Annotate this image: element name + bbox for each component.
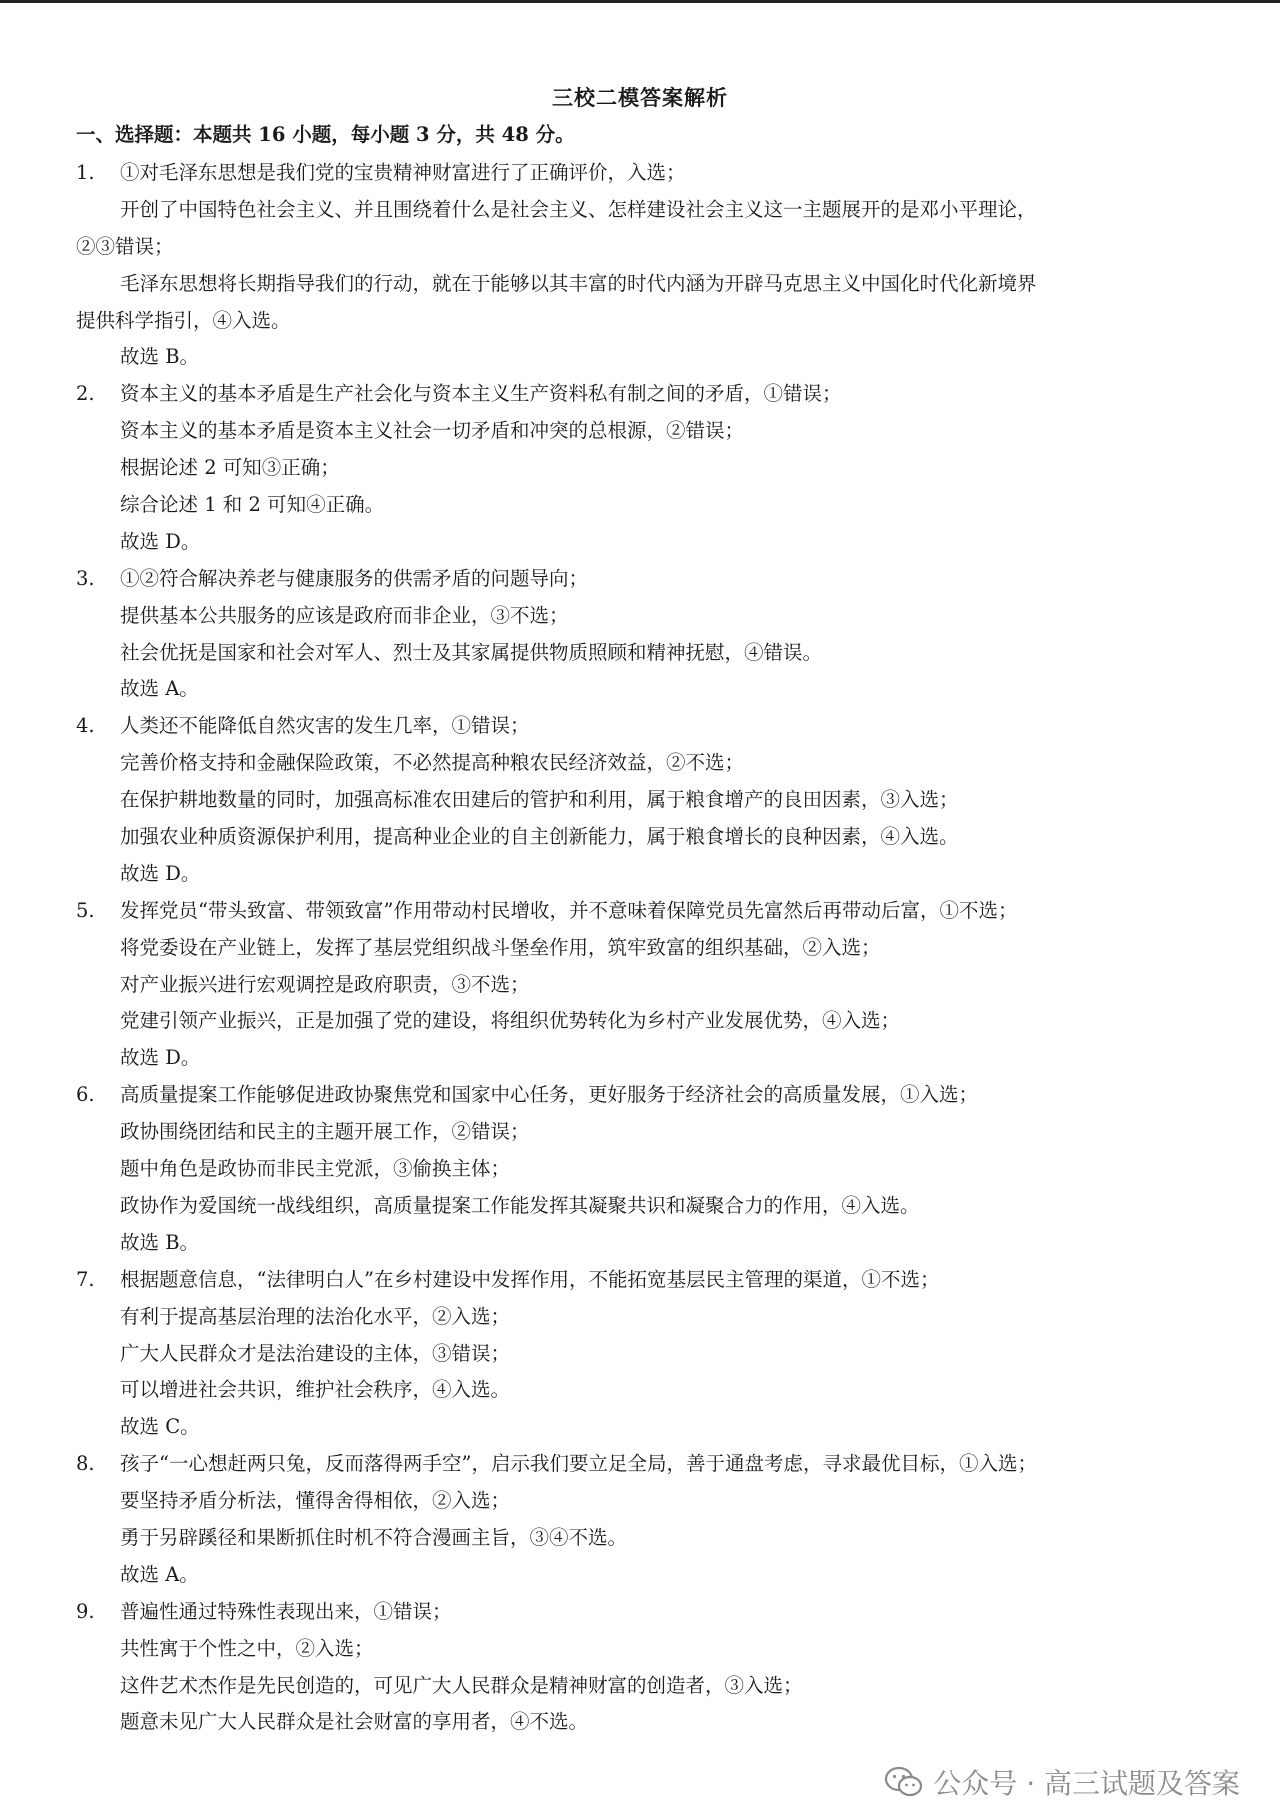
answer-line bbox=[0, 1520, 1280, 1557]
question-number: 6. bbox=[76, 1083, 95, 1107]
answer-line-text: 共性寓于个性之中，②入选； bbox=[120, 1636, 374, 1660]
answer-line-text: 故选 A。 bbox=[120, 677, 199, 701]
answer-line bbox=[0, 635, 1280, 672]
answer-line-text: ①②符合解决养老与健康服务的供需矛盾的问题导向； bbox=[120, 566, 589, 590]
section-heading: 一、选择题：本题共 16 小题，每小题 3 分，共 48 分。 bbox=[76, 123, 575, 146]
answer-item bbox=[0, 893, 1280, 1077]
answer-line bbox=[0, 671, 1280, 708]
question-number: 4. bbox=[76, 714, 95, 738]
answer-item bbox=[0, 1077, 1280, 1261]
answer-line bbox=[0, 413, 1280, 450]
question-number: 9. bbox=[76, 1599, 95, 1623]
answer-line-text: 综合论述 1 和 2 可知④正确。 bbox=[120, 493, 385, 517]
answer-line bbox=[0, 1262, 1280, 1299]
answer-item bbox=[0, 561, 1280, 709]
answer-line-text: 普遍性通过特殊性表现出来，①错误； bbox=[120, 1599, 452, 1623]
answer-line bbox=[0, 856, 1280, 893]
answer-line-text: 根据论述 2 可知③正确； bbox=[120, 456, 340, 480]
answer-line bbox=[0, 524, 1280, 561]
answer-line bbox=[0, 893, 1280, 930]
answer-line-text: 人类还不能降低自然灾害的发生几率，①错误； bbox=[120, 714, 530, 738]
answer-line bbox=[0, 782, 1280, 819]
answer-line-text: 故选 D。 bbox=[120, 861, 201, 885]
answer-line-text: 题意未见广大人民群众是社会财富的享用者，④不选。 bbox=[120, 1710, 589, 1734]
answer-line bbox=[0, 266, 1280, 303]
question-number: 2. bbox=[76, 382, 95, 406]
answer-line-text: 提供基本公共服务的应该是政府而非企业，③不选； bbox=[120, 603, 569, 627]
answer-line-text: 高质量提案工作能够促进政协聚焦党和国家中心任务，更好服务于经济社会的高质量发展，①入选； bbox=[120, 1083, 979, 1107]
answer-line-text: 在保护耕地数量的同时，加强高标准农田建后的管护和利用，属于粮食增产的良田因素，③入选； bbox=[120, 788, 959, 812]
answer-line-text: 可以增进社会共识，维护社会秩序，④入选。 bbox=[120, 1378, 511, 1402]
answer-line-text: 政协围绕团结和民主的主题开展工作，②错误； bbox=[120, 1120, 530, 1144]
answer-line bbox=[0, 1631, 1280, 1668]
answer-line bbox=[0, 450, 1280, 487]
answer-line-text: 题中角色是政协而非民主党派，③偷换主体； bbox=[120, 1157, 511, 1181]
answer-line bbox=[0, 155, 1280, 192]
answer-item bbox=[0, 1594, 1280, 1742]
answer-line bbox=[0, 1077, 1280, 1114]
answer-line bbox=[0, 1114, 1280, 1151]
question-number: 5. bbox=[76, 898, 95, 922]
answer-line bbox=[0, 708, 1280, 745]
answer-line bbox=[0, 339, 1280, 376]
answer-line-text: 对产业振兴进行宏观调控是政府职责，③不选； bbox=[120, 972, 530, 996]
answer-line-text: 广大人民群众才是法治建设的主体，③错误； bbox=[120, 1341, 511, 1365]
answer-line bbox=[0, 1151, 1280, 1188]
answer-line-text: ②③错误； bbox=[76, 234, 174, 258]
answer-item bbox=[0, 1262, 1280, 1446]
answer-line-text: 政协作为爱国统一战线组织，高质量提案工作能发挥其凝聚共识和凝聚合力的作用，④入选。 bbox=[120, 1193, 920, 1217]
wechat-icon bbox=[885, 1766, 923, 1798]
answer-line-text: 加强农业种质资源保护利用，提高种业企业的自主创新能力，属于粮食增长的良种因素，④入选。 bbox=[120, 825, 959, 849]
answer-line-text: ①对毛泽东思想是我们党的宝贵精神财富进行了正确评价，入选； bbox=[120, 161, 686, 184]
answer-line-text: 根据题意信息，“法律明白人”在乡村建设中发挥作用，不能拓宽基层民主管理的渠道，①不选； bbox=[120, 1267, 940, 1291]
answer-item bbox=[0, 1446, 1280, 1594]
answer-line bbox=[0, 1668, 1280, 1705]
answer-item bbox=[0, 708, 1280, 892]
answer-line bbox=[0, 1003, 1280, 1040]
answer-line bbox=[0, 598, 1280, 635]
answer-line-text: 毛泽东思想将长期指导我们的行动，就在于能够以其丰富的时代内涵为开辟马克思主义中国化时代化新境界 bbox=[120, 271, 1037, 295]
question-number: 1. bbox=[76, 161, 95, 184]
answer-line-text: 故选 A。 bbox=[120, 1562, 199, 1586]
answer-line-text: 有利于提高基层治理的法治化水平，②入选； bbox=[120, 1304, 511, 1328]
answer-line bbox=[0, 1594, 1280, 1631]
answer-item bbox=[0, 155, 1280, 376]
answer-line bbox=[0, 1225, 1280, 1262]
answer-line bbox=[0, 1188, 1280, 1225]
answer-line bbox=[0, 967, 1280, 1004]
answer-line bbox=[0, 1704, 1280, 1741]
answer-line-text: 要坚持矛盾分析法，懂得舍得相依，②入选； bbox=[120, 1489, 511, 1513]
answer-line bbox=[0, 1557, 1280, 1594]
answer-line bbox=[0, 1446, 1280, 1483]
answer-line bbox=[0, 1409, 1280, 1446]
answer-line-text: 孩子“一心想赶两只兔，反而落得两手空”，启示我们要立足全局，善于通盘考虑，寻求最优目标，①入选； bbox=[120, 1452, 1037, 1476]
answer-line bbox=[0, 303, 1280, 340]
answer-items bbox=[0, 155, 1280, 1741]
answer-line-text: 故选 C。 bbox=[120, 1415, 200, 1439]
question-number: 7. bbox=[76, 1267, 95, 1291]
answer-line bbox=[0, 819, 1280, 856]
answer-line-text: 提供科学指引，④入选。 bbox=[76, 308, 291, 332]
answer-line bbox=[0, 229, 1280, 266]
answer-line bbox=[0, 487, 1280, 524]
answer-line-text: 故选 D。 bbox=[120, 1046, 201, 1070]
answer-line bbox=[0, 561, 1280, 598]
question-number: 8. bbox=[76, 1452, 95, 1476]
answer-line-text: 故选 B。 bbox=[120, 345, 200, 369]
watermark-text: 公众号 · 高三试题及答案 bbox=[933, 1767, 1240, 1800]
answer-line-text: 故选 B。 bbox=[120, 1230, 200, 1254]
answer-line-text: 完善价格支持和金融保险政策，不必然提高种粮农民经济效益，②不选； bbox=[120, 751, 745, 775]
answer-item bbox=[0, 376, 1280, 560]
answer-line bbox=[0, 1040, 1280, 1077]
answer-line-text: 社会优抚是国家和社会对军人、烈士及其家属提供物质照顾和精神抚慰，④错误。 bbox=[120, 640, 823, 664]
answer-line bbox=[0, 1299, 1280, 1336]
answer-line bbox=[0, 376, 1280, 413]
answer-line-text: 发挥党员“带头致富、带领致富”作用带动村民增收，并不意味着保障党员先富然后再带动后富，①不选； bbox=[120, 898, 1018, 922]
answer-line-text: 开创了中国特色社会主义、并且围绕着什么是社会主义、怎样建设社会主义这一主题展开的是邓小平理论， bbox=[120, 197, 1037, 221]
answer-line bbox=[0, 1336, 1280, 1373]
answer-line-text: 故选 D。 bbox=[120, 529, 201, 553]
watermark bbox=[885, 1762, 1240, 1802]
answer-line bbox=[0, 1372, 1280, 1409]
answer-line-text: 资本主义的基本矛盾是生产社会化与资本主义生产资料私有制之间的矛盾，①错误； bbox=[120, 382, 842, 406]
document-title: 三校二模答案解析 bbox=[552, 85, 728, 110]
answer-line bbox=[0, 192, 1280, 229]
answer-line bbox=[0, 745, 1280, 782]
answer-line-text: 勇于另辟蹊径和果断抓住时机不符合漫画主旨，③④不选。 bbox=[120, 1525, 628, 1549]
page-top-edge bbox=[0, 0, 1280, 3]
question-number: 3. bbox=[76, 566, 95, 590]
answer-line-text: 党建引领产业振兴，正是加强了党的建设，将组织优势转化为乡村产业发展优势，④入选； bbox=[120, 1009, 901, 1033]
answer-line-text: 资本主义的基本矛盾是资本主义社会一切矛盾和冲突的总根源，②错误； bbox=[120, 419, 745, 443]
answer-line bbox=[0, 1483, 1280, 1520]
answer-line-text: 将党委设在产业链上，发挥了基层党组织战斗堡垒作用，筑牢致富的组织基础，②入选； bbox=[120, 935, 881, 959]
answer-line bbox=[0, 930, 1280, 967]
answer-line-text: 这件艺术杰作是先民创造的，可见广大人民群众是精神财富的创造者，③入选； bbox=[120, 1673, 803, 1697]
